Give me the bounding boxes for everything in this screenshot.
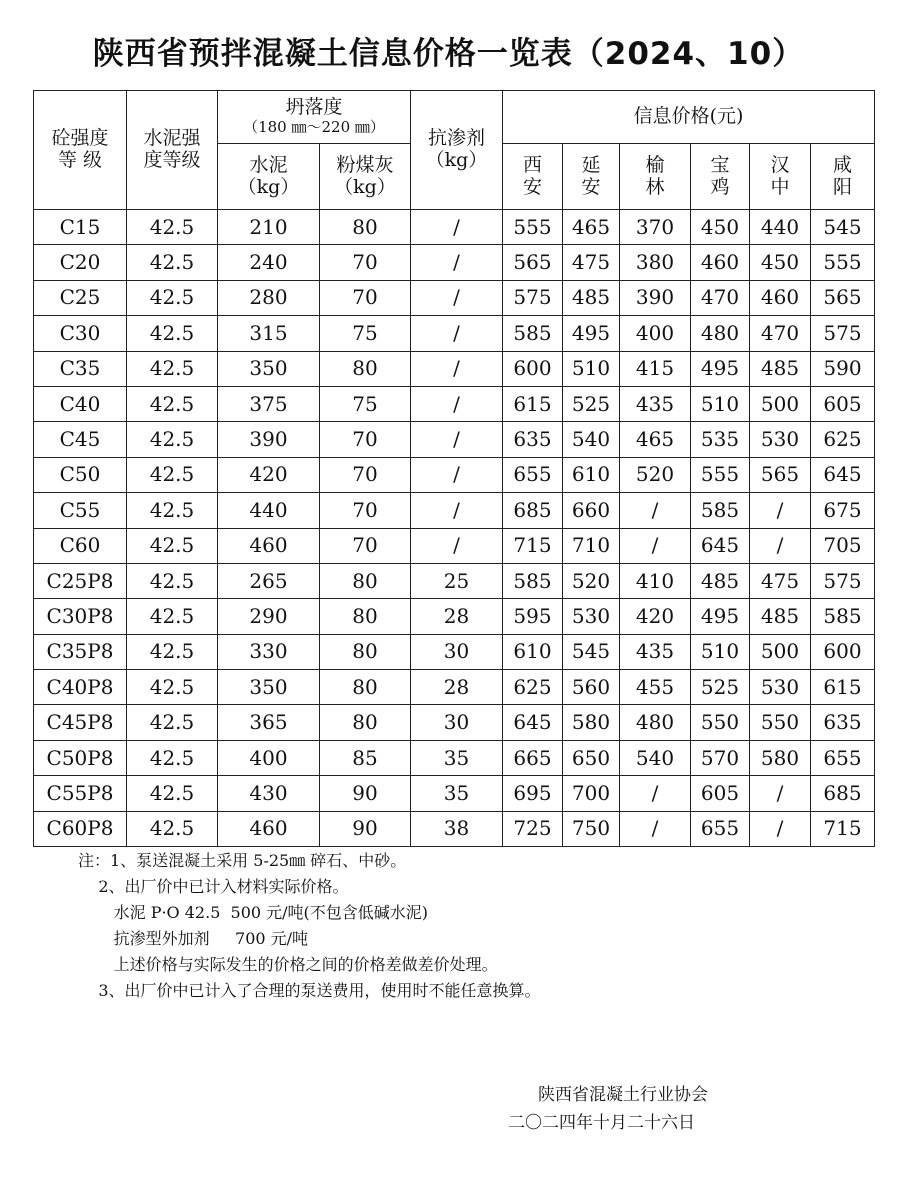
cell-price: 590 [811,351,875,386]
cell-price: 600 [811,634,875,669]
cell-flyash: 80 [320,210,411,245]
cell-price: 580 [750,740,811,775]
cell-grade: C40 [34,386,127,421]
cell-price: / [620,776,691,811]
cell-admixture: / [411,422,503,457]
cell-admixture: / [411,386,503,421]
cell-price: 480 [691,316,750,351]
cell-cement: 375 [218,386,320,421]
cell-price: 655 [811,740,875,775]
cell-cement: 265 [218,563,320,598]
cell-price: 455 [620,670,691,705]
cell-price: / [750,493,811,528]
cell-flyash: 70 [320,528,411,563]
cell-price: 555 [811,245,875,280]
cell-price: 610 [563,457,620,492]
cell-price: 380 [620,245,691,280]
cell-grade: C50P8 [34,740,127,775]
cell-price: / [750,528,811,563]
cell-grade: C25 [34,280,127,315]
cell-price: 685 [811,776,875,811]
cell-price: 510 [691,634,750,669]
note-line: 抗渗型外加剂 700 元/吨 [78,929,309,948]
cell-price: 465 [563,210,620,245]
cell-price: 450 [750,245,811,280]
cell-cement: 460 [218,528,320,563]
cell-cement: 290 [218,599,320,634]
cell-price: 495 [691,351,750,386]
cell-cement: 350 [218,670,320,705]
cell-cement: 440 [218,493,320,528]
table-row [34,563,875,598]
cell-cement: 315 [218,316,320,351]
header-city-hanzhong: 汉 中 [750,144,811,210]
cell-price: 700 [563,776,620,811]
cell-admixture: 28 [411,599,503,634]
cell-cement-grade: 42.5 [127,528,218,563]
cell-price: 565 [811,280,875,315]
cell-price: 610 [503,634,563,669]
cell-price: 470 [691,280,750,315]
cell-cement-grade: 42.5 [127,811,218,846]
header-price-info: 信息价格(元) [503,91,875,144]
cell-cement: 240 [218,245,320,280]
cell-price: / [620,811,691,846]
cell-price: 410 [620,563,691,598]
cell-price: 710 [563,528,620,563]
cell-price: 525 [691,670,750,705]
cell-flyash: 70 [320,422,411,457]
cell-admixture: 38 [411,811,503,846]
cell-grade: C60 [34,528,127,563]
cell-cement-grade: 42.5 [127,670,218,705]
cell-price: 435 [620,634,691,669]
cell-admixture: / [411,280,503,315]
cell-price: 575 [811,316,875,351]
cell-cement: 460 [218,811,320,846]
cell-price: 675 [811,493,875,528]
cell-cement: 365 [218,705,320,740]
cell-cement-grade: 42.5 [127,776,218,811]
cell-flyash: 80 [320,634,411,669]
cell-price: 655 [503,457,563,492]
cell-admixture: 35 [411,776,503,811]
cell-price: 685 [503,493,563,528]
cell-cement-grade: 42.5 [127,493,218,528]
cell-price: 560 [563,670,620,705]
cell-cement-grade: 42.5 [127,563,218,598]
cell-price: 625 [503,670,563,705]
cell-cement-grade: 42.5 [127,280,218,315]
cell-price: 370 [620,210,691,245]
table-row [34,386,875,421]
cell-cement-grade: 42.5 [127,316,218,351]
cell-price: 555 [503,210,563,245]
cell-price: 510 [563,351,620,386]
cell-price: 585 [503,563,563,598]
cell-cement: 400 [218,740,320,775]
header-slump: 坍落度 （180 ㎜～220 ㎜） [218,91,411,144]
cell-price: 635 [503,422,563,457]
table-row [34,528,875,563]
header-city-yanan: 延 安 [563,144,620,210]
cell-flyash: 80 [320,705,411,740]
cell-grade: C30P8 [34,599,127,634]
cell-price: 645 [691,528,750,563]
cell-flyash: 70 [320,245,411,280]
table-row [34,670,875,705]
cell-price: 625 [811,422,875,457]
cell-admixture: / [411,245,503,280]
cell-price: 660 [563,493,620,528]
cell-flyash: 90 [320,811,411,846]
cell-flyash: 75 [320,386,411,421]
cell-price: 585 [691,493,750,528]
cell-price: 565 [503,245,563,280]
cell-flyash: 70 [320,493,411,528]
cell-cement-grade: 42.5 [127,705,218,740]
cell-grade: C45P8 [34,705,127,740]
cell-grade: C45 [34,422,127,457]
cell-flyash: 85 [320,740,411,775]
cell-price: 470 [750,316,811,351]
cell-price: 540 [620,740,691,775]
cell-cement-grade: 42.5 [127,599,218,634]
cell-grade: C40P8 [34,670,127,705]
cell-cement-grade: 42.5 [127,351,218,386]
signature [508,1081,708,1137]
cell-price: 400 [620,316,691,351]
cell-price: 500 [750,634,811,669]
cell-price: 530 [750,670,811,705]
cell-cement: 350 [218,351,320,386]
cell-flyash: 80 [320,670,411,705]
price-table [33,90,875,847]
cell-flyash: 70 [320,457,411,492]
notes [78,848,541,1004]
note-line: 2、出厂价中已计入材料实际价格。 [78,877,349,896]
cell-price: 635 [811,705,875,740]
cell-price: 535 [691,422,750,457]
cell-price: 390 [620,280,691,315]
table-row [34,705,875,740]
header-city-xian: 西 安 [503,144,563,210]
cell-price: 465 [620,422,691,457]
cell-cement-grade: 42.5 [127,422,218,457]
cell-grade: C35 [34,351,127,386]
cell-cement: 390 [218,422,320,457]
table-row [34,634,875,669]
signature-date: 二〇二四年十月二十六日 [508,1113,695,1133]
cell-admixture: / [411,493,503,528]
cell-admixture: 30 [411,705,503,740]
cell-admixture: / [411,316,503,351]
table-row [34,811,875,846]
cell-admixture: / [411,457,503,492]
table-row [34,740,875,775]
note-line: 注：1、泵送混凝土采用 5-25㎜ 碎石、中砂。 [78,851,407,870]
cell-price: 585 [503,316,563,351]
header-city-baoji: 宝 鸡 [691,144,750,210]
cell-grade: C55 [34,493,127,528]
cell-price: 580 [563,705,620,740]
cell-price: 475 [563,245,620,280]
cell-price: 545 [563,634,620,669]
cell-cement: 430 [218,776,320,811]
header-grade: 砼强度 等 级 [34,91,127,210]
table-row [34,280,875,315]
cell-grade: C60P8 [34,811,127,846]
cell-flyash: 75 [320,316,411,351]
page-title: 陕西省预拌混凝土信息价格一览表（2024、10） [92,36,805,72]
cell-cement-grade: 42.5 [127,457,218,492]
cell-admixture: 30 [411,634,503,669]
table-row [34,422,875,457]
cell-price: 645 [503,705,563,740]
cell-grade: C25P8 [34,563,127,598]
cell-price: 585 [811,599,875,634]
cell-price: 480 [620,705,691,740]
cell-price: 540 [563,422,620,457]
cell-price: / [750,776,811,811]
cell-price: 645 [811,457,875,492]
cell-grade: C30 [34,316,127,351]
cell-admixture: 35 [411,740,503,775]
cell-price: 495 [563,316,620,351]
table-row [34,599,875,634]
header-admixture: 抗渗剂 （kg） [411,91,503,210]
cell-cement-grade: 42.5 [127,634,218,669]
cell-price: 570 [691,740,750,775]
cell-price: 545 [811,210,875,245]
cell-price: 695 [503,776,563,811]
cell-price: 555 [691,457,750,492]
cell-price: / [620,528,691,563]
cell-price: 575 [503,280,563,315]
header-flyash: 粉煤灰 （kg） [320,144,411,210]
cell-price: 565 [750,457,811,492]
cell-price: 525 [563,386,620,421]
cell-price: 415 [620,351,691,386]
cell-price: 715 [503,528,563,563]
cell-price: 600 [503,351,563,386]
cell-price: 550 [691,705,750,740]
cell-cement: 280 [218,280,320,315]
cell-price: 475 [750,563,811,598]
cell-price: 605 [811,386,875,421]
header-city-xianyang: 咸 阳 [811,144,875,210]
table-row [34,457,875,492]
cell-flyash: 80 [320,599,411,634]
cell-price: / [620,493,691,528]
table-row [34,493,875,528]
cell-cement: 420 [218,457,320,492]
cell-price: 460 [691,245,750,280]
cell-price: 520 [563,563,620,598]
cell-price: 750 [563,811,620,846]
cell-price: 510 [691,386,750,421]
cell-price: 705 [811,528,875,563]
cell-price: 450 [691,210,750,245]
cell-price: 485 [750,351,811,386]
cell-cement-grade: 42.5 [127,740,218,775]
cell-flyash: 90 [320,776,411,811]
cell-cement-grade: 42.5 [127,245,218,280]
note-line: 3、出厂价中已计入了合理的泵送费用，使用时不能任意换算。 [78,981,541,1000]
cell-price: 650 [563,740,620,775]
cell-price: 500 [750,386,811,421]
cell-price: 605 [691,776,750,811]
header-cement-grade: 水泥强 度等级 [127,91,218,210]
cell-admixture: 25 [411,563,503,598]
cell-grade: C35P8 [34,634,127,669]
cell-admixture: / [411,351,503,386]
cell-cement: 330 [218,634,320,669]
cell-price: 485 [750,599,811,634]
cell-grade: C55P8 [34,776,127,811]
cell-price: 595 [503,599,563,634]
table-row [34,316,875,351]
cell-price: 655 [691,811,750,846]
cell-price: 725 [503,811,563,846]
note-line: 水泥 P·O 42.5 500 元/吨(不包含低碱水泥) [78,903,429,922]
cell-price: 440 [750,210,811,245]
table-row [34,351,875,386]
table-row [34,210,875,245]
cell-price: 485 [691,563,750,598]
cell-price: 615 [503,386,563,421]
cell-cement-grade: 42.5 [127,386,218,421]
signature-org: 陕西省混凝土行业协会 [538,1085,708,1105]
cell-price: 460 [750,280,811,315]
cell-price: 715 [811,811,875,846]
cell-flyash: 80 [320,563,411,598]
table-row [34,776,875,811]
cell-price: 550 [750,705,811,740]
cell-grade: C50 [34,457,127,492]
cell-admixture: 28 [411,670,503,705]
cell-flyash: 80 [320,351,411,386]
cell-admixture: / [411,528,503,563]
cell-price: 665 [503,740,563,775]
table-row [34,245,875,280]
cell-flyash: 70 [320,280,411,315]
cell-price: 495 [691,599,750,634]
cell-admixture: / [411,210,503,245]
cell-price: 420 [620,599,691,634]
cell-price: 435 [620,386,691,421]
cell-price: / [750,811,811,846]
header-cement: 水泥 （kg） [218,144,320,210]
cell-cement: 210 [218,210,320,245]
header-city-yulin: 榆 林 [620,144,691,210]
cell-price: 575 [811,563,875,598]
cell-price: 615 [811,670,875,705]
note-line: 上述价格与实际发生的价格之间的价格差做差价处理。 [78,955,498,974]
cell-price: 530 [563,599,620,634]
cell-grade: C20 [34,245,127,280]
cell-price: 485 [563,280,620,315]
cell-cement-grade: 42.5 [127,210,218,245]
cell-price: 530 [750,422,811,457]
cell-grade: C15 [34,210,127,245]
cell-price: 520 [620,457,691,492]
